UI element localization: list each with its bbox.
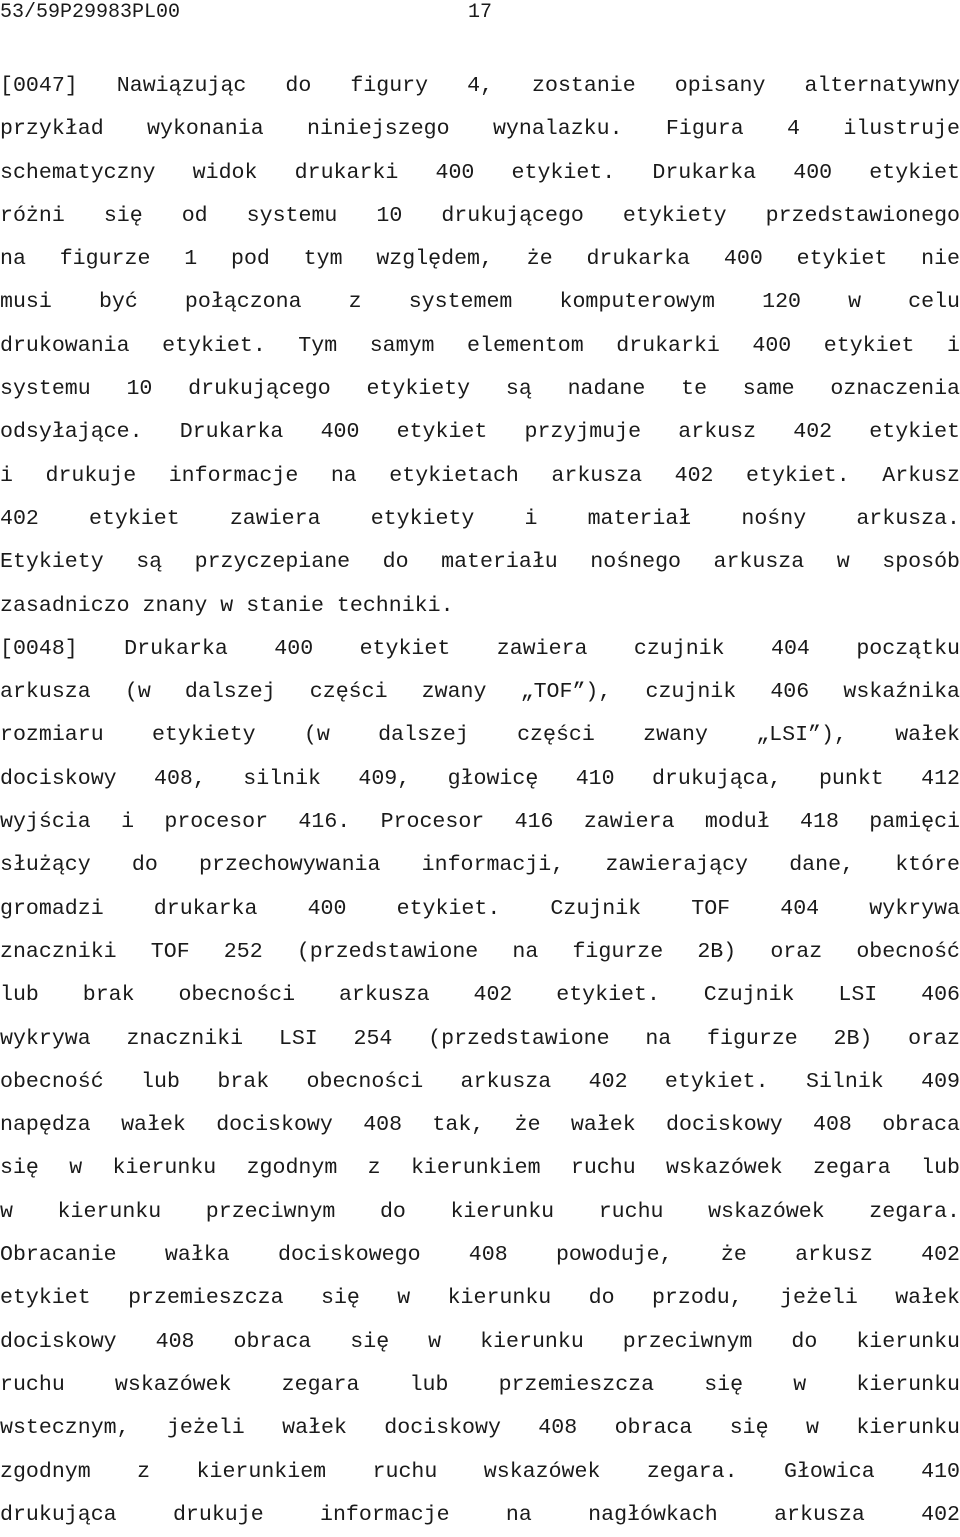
page-header [0, 0, 960, 28]
text-line: dociskowy 408 obraca się w kierunku przeciwnym do kierunku [0, 1329, 960, 1354]
text-line: służący do przechowywania informacji, zawierający dane, które [0, 853, 960, 878]
text-line: na figurze 1 pod tym względem, że drukarka 400 etykiet nie [0, 247, 960, 272]
text-line: gromadzi drukarka 400 etykiet. Czujnik TOF 404 wykrywa [0, 896, 960, 921]
text-line: dociskowy 408, silnik 409, głowicę 410 drukująca, punkt 412 [0, 766, 960, 791]
text-line: znaczniki TOF 252 (przedstawione na figurze 2B) oraz obecność [0, 939, 960, 964]
text-line: lub brak obecności arkusza 402 etykiet. Czujnik LSI 406 [0, 983, 960, 1008]
text-line: zgodnym z kierunkiem ruchu wskazówek zegara. Głowica 410 [0, 1459, 960, 1484]
text-line: drukująca drukuje informacje na nagłówkach arkusza 402 [0, 1502, 960, 1527]
text-line: rozmiaru etykiety (w dalszej części zwany „LSI”), wałek [0, 723, 960, 748]
text-line: różni się od systemu 10 drukującego etykiety przedstawionego [0, 203, 960, 228]
text-line: napędza wałek dociskowy 408 tak, że wałek dociskowy 408 obraca [0, 1113, 960, 1138]
text-line: drukowania etykiet. Tym samym elementom drukarki 400 etykiet i [0, 333, 960, 358]
text-line: i drukuje informacje na etykietach arkusza 402 etykiet. Arkusz [0, 463, 960, 488]
text-line: arkusza (w dalszej części zwany „TOF”), czujnik 406 wskaźnika [0, 680, 960, 705]
text-line: etykiet przemieszcza się w kierunku do przodu, jeżeli wałek [0, 1286, 960, 1311]
text-line: się w kierunku zgodnym z kierunkiem ruchu wskazówek zegara lub [0, 1156, 960, 1181]
text-line: odsyłające. Drukarka 400 etykiet przyjmuje arkusz 402 etykiet [0, 420, 960, 445]
text-line: musi być połączona z systemem komputerowym 120 w celu [0, 290, 960, 315]
text-line: Obracanie wałka dociskowego 408 powoduje, że arkusz 402 [0, 1243, 960, 1268]
document-id: 53/59P29983PL00 [0, 1, 181, 24]
text-line: przykład wykonania niniejszego wynalazku. Figura 4 ilustruje [0, 117, 960, 142]
text-line: 402 etykiet zawiera etykiety i materiał nośny arkusza. [0, 506, 960, 531]
text-line: wyjścia i procesor 416. Procesor 416 zawiera moduł 418 pamięci [0, 810, 960, 835]
text-line: obecność lub brak obecności arkusza 402 etykiet. Silnik 409 [0, 1069, 960, 1094]
page-number: 17 [468, 1, 493, 24]
text-line: wstecznym, jeżeli wałek dociskowy 408 obraca się w kierunku [0, 1416, 960, 1441]
text-line: zasadniczo znany w stanie techniki. [0, 593, 454, 618]
text-line: [0047] Nawiązując do figury 4, zostanie opisany alternatywny [0, 74, 960, 98]
document-body [0, 65, 960, 1537]
text-line: Etykiety są przyczepiane do materiału nośnego arkusza w sposób [0, 550, 960, 575]
text-line: schematyczny widok drukarki 400 etykiet. Drukarka 400 etykiet [0, 160, 960, 185]
text-line: ruchu wskazówek zegara lub przemieszcza się w kierunku [0, 1372, 960, 1397]
text-line: systemu 10 drukującego etykiety są nadane te same oznaczenia [0, 377, 960, 402]
text-line: w kierunku przeciwnym do kierunku ruchu wskazówek zegara. [0, 1199, 960, 1224]
text-line: wykrywa znaczniki LSI 254 (przedstawione na figurze 2B) oraz [0, 1026, 960, 1051]
text-line: [0048] Drukarka 400 etykiet zawiera czujnik 404 początku [0, 636, 960, 661]
